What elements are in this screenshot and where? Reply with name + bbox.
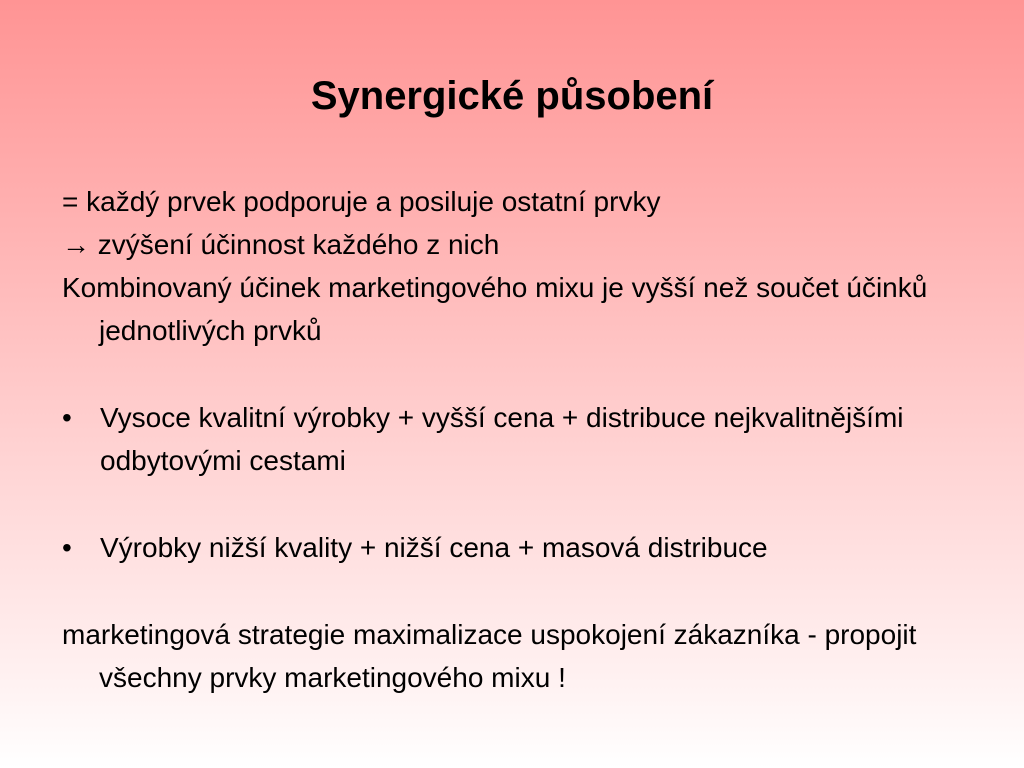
- bullet-text: Výrobky nižší kvality + nižší cena + masová distribuce: [100, 532, 768, 563]
- slide-body: [62, 180, 982, 699]
- spacer: [62, 482, 982, 526]
- bullet-text: Vysoce kvalitní výrobky + vyšší cena + distribuce nejkvalitnějšími odbytovými cestami: [100, 402, 904, 476]
- bullet-icon: •: [62, 402, 72, 433]
- spacer: [62, 352, 982, 396]
- spacer: [62, 569, 982, 613]
- bullet-item-low-quality: [62, 526, 982, 569]
- slide-title: Synergické působení: [310, 74, 714, 118]
- definition-line: = každý prvek podporuje a posiluje ostatní prvky: [62, 186, 661, 217]
- bullet-icon: •: [62, 532, 72, 563]
- combined-effect-paragraph: Kombinovaný účinek marketingového mixu je vyšší než součet účinků jednotlivých prvků: [62, 272, 928, 346]
- bullet-item-high-quality: [62, 396, 982, 482]
- effect-line: → zvýšení účinnost každého z nich: [62, 229, 500, 260]
- closing-paragraph: marketingová strategie maximalizace uspokojení zákazníka - propojit všechny prvky marketingového mixu !: [62, 619, 917, 693]
